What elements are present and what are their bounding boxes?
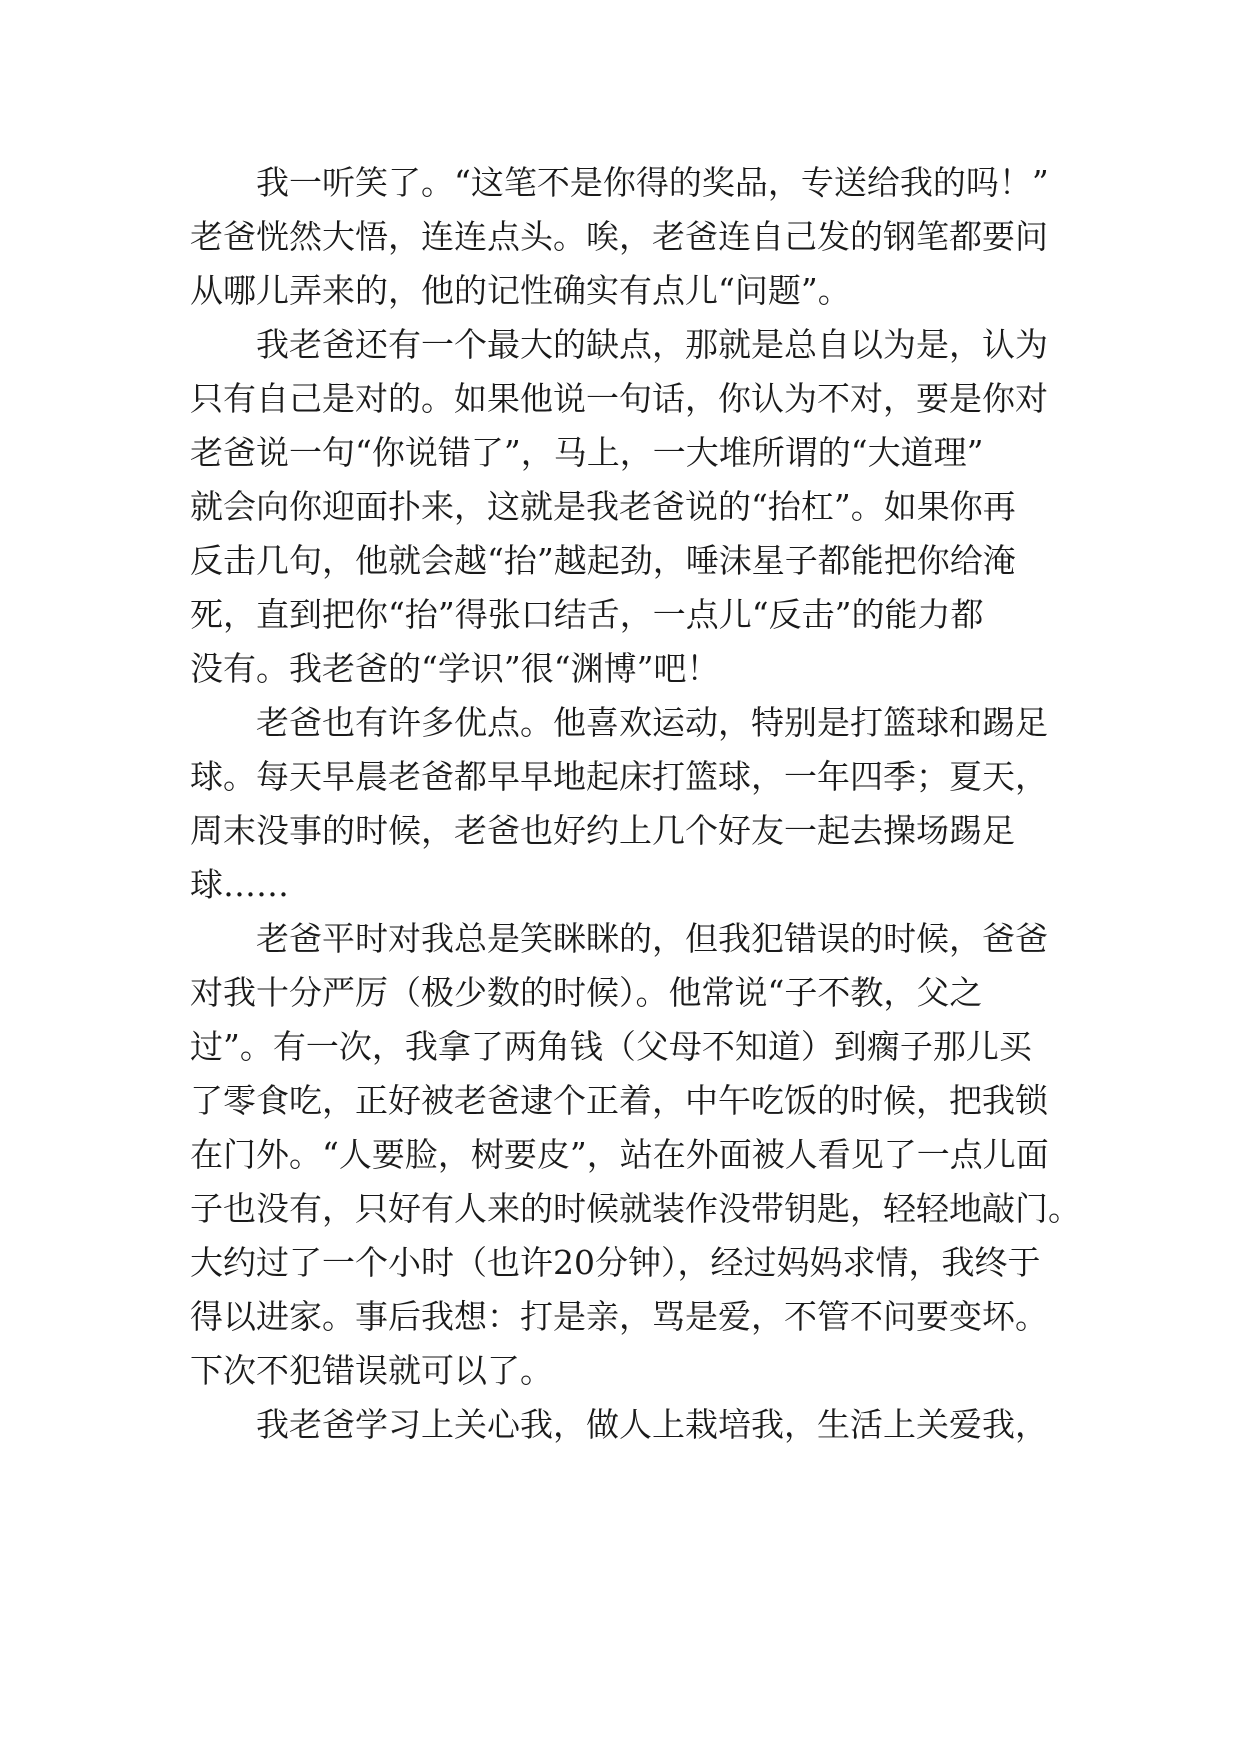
paragraph-line: 老爸恍然大悟，连连点头。唉，老爸连自己发的钢笔都要问 xyxy=(190,217,1048,256)
paragraph-line: 下次不犯错误就可以了。 xyxy=(190,1351,553,1390)
paragraph-line: 大约过了一个小时（也许20分钟），经过妈妈求情，我终于 xyxy=(190,1243,1041,1282)
paragraph-line: 周末没事的时候，老爸也好约上几个好友一起去操场踢足 xyxy=(190,811,1015,850)
paragraph-line: 从哪儿弄来的，他的记性确实有点儿“问题”。 xyxy=(190,271,851,310)
paragraph-line: 得以进家。事后我想：打是亲，骂是爱，不管不问要变坏。 xyxy=(190,1297,1048,1336)
paragraph-line: 老爸平时对我总是笑眯眯的，但我犯错误的时候，爸爸 xyxy=(256,919,1048,958)
paragraph-line: 只有自己是对的。如果他说一句话，你认为不对，要是你对 xyxy=(190,379,1048,418)
paragraph-line: 了零食吃，正好被老爸逮个正着，中午吃饭的时候，把我锁 xyxy=(190,1081,1048,1120)
paragraph-line: 球…… xyxy=(190,865,289,904)
paragraph-line: 就会向你迎面扑来，这就是我老爸说的“抬杠”。如果你再 xyxy=(190,487,1016,526)
paragraph-line: 子也没有，只好有人来的时候就装作没带钥匙，轻轻地敲门。 xyxy=(190,1189,1081,1228)
paragraph-line: 我老爸学习上关心我，做人上栽培我，生活上关爱我， xyxy=(256,1405,1048,1444)
paragraph-line: 死，直到把你“抬”得张口结舌，一点儿“反击”的能力都 xyxy=(190,595,984,634)
paragraph-line: 球。每天早晨老爸都早早地起床打篮球，一年四季；夏天， xyxy=(190,757,1048,796)
paragraph-line: 没有。我老爸的“学识”很“渊博”吧！ xyxy=(190,649,720,688)
paragraph-line: 老爸也有许多优点。他喜欢运动，特别是打篮球和踢足 xyxy=(256,703,1048,742)
paragraph-line: 对我十分严厉（极少数的时候）。他常说“子不教，父之 xyxy=(190,973,983,1012)
paragraph-line: 过”。有一次，我拿了两角钱（父母不知道）到瘸子那儿买 xyxy=(190,1027,1032,1066)
paragraph-line: 在门外。“人要脸，树要皮”，站在外面被人看见了一点儿面 xyxy=(190,1135,1049,1174)
paragraph-line: 我一听笑了。“这笔不是你得的奖品，专送给我的吗！” xyxy=(256,163,1049,202)
paragraph-line: 反击几句，他就会越“抬”越起劲，唾沫星子都能把你给淹 xyxy=(190,541,1016,580)
paragraph-line: 老爸说一句“你说错了”，马上，一大堆所谓的“大道理” xyxy=(190,433,984,472)
paragraph-line: 我老爸还有一个最大的缺点，那就是总自以为是，认为 xyxy=(256,325,1048,364)
